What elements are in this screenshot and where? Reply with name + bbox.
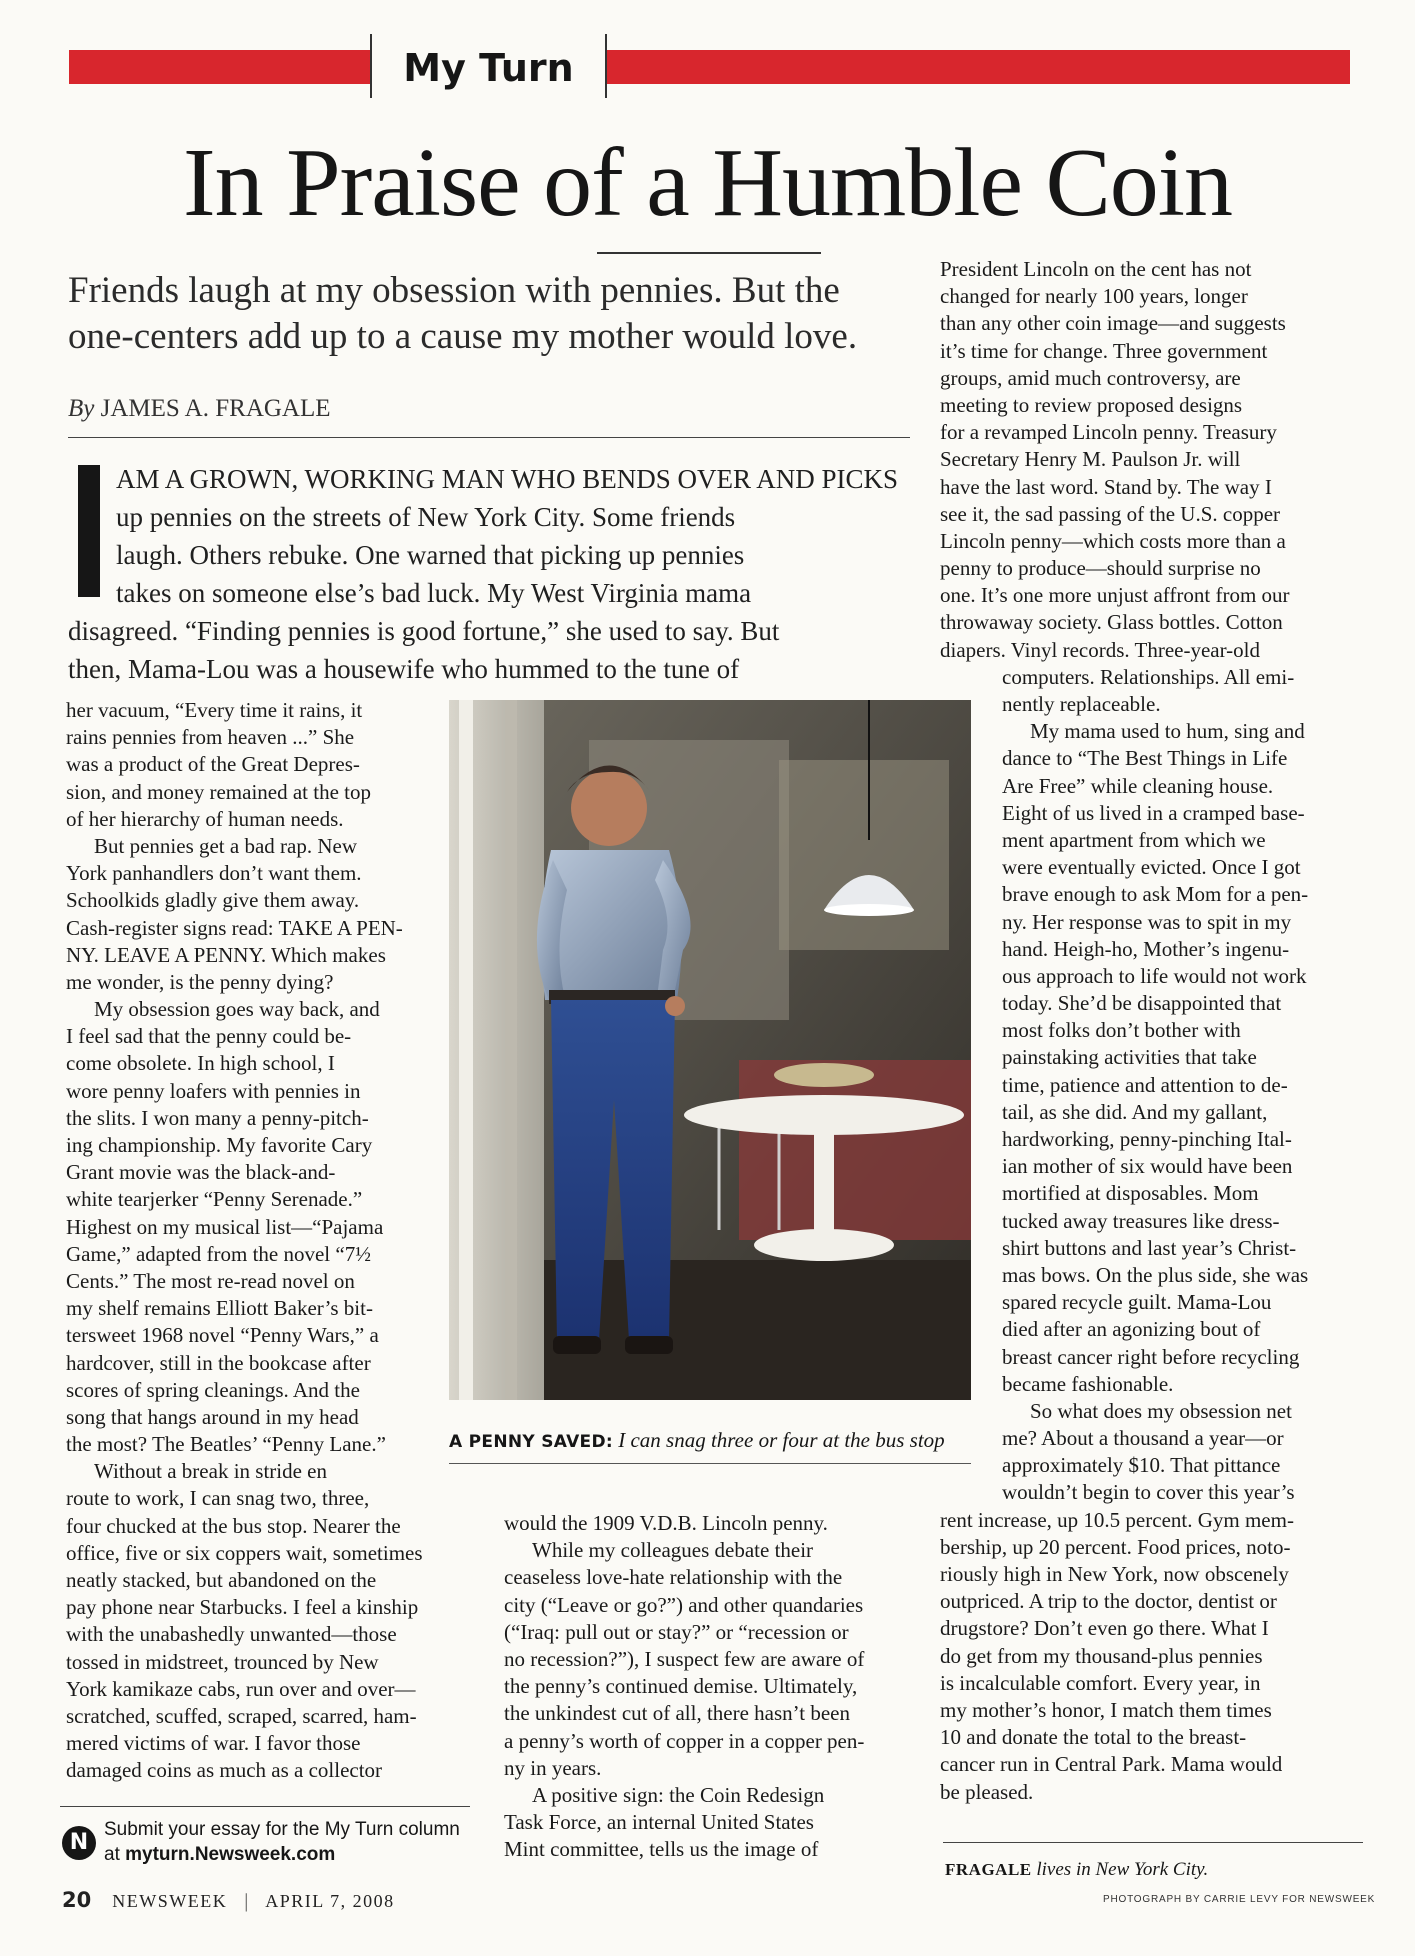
folio: [62, 1887, 395, 1914]
col3-line: rent increase, up 10.5 percent. Gym mem-: [940, 1507, 1294, 1532]
lead-line: disagreed. “Finding pennies is good fortune,” she used to say. But: [68, 616, 780, 646]
lead-line: AM A GROWN, WORKING MAN WHO BENDS OVER AND PICKS: [116, 464, 899, 494]
col3-line: most folks don’t bother with: [1002, 1018, 1241, 1043]
col3-line: do get from my thousand-plus pennies: [940, 1643, 1263, 1668]
lead-line: up pennies on the streets of New York City. Some friends: [116, 502, 736, 532]
section-bar-left: [69, 50, 371, 84]
col3-line: were eventually evicted. Once I got: [1002, 855, 1301, 880]
byline-prefix: By: [68, 395, 95, 422]
col3-line: for a revamped Lincoln penny. Treasury: [940, 420, 1277, 445]
col3-line: became fashionable.: [1002, 1371, 1174, 1396]
col3-line: ny. Her response was to spit in my: [1002, 909, 1292, 934]
col2-line: a penny’s worth of copper in a copper pen-: [504, 1728, 865, 1753]
col1-line: My obsession goes way back, and: [94, 997, 380, 1022]
col1-line: ing championship. My favorite Cary: [66, 1133, 373, 1157]
col3-line: cancer run in Central Park. Mama would: [940, 1752, 1283, 1777]
col3-line: Lincoln penny—which costs more than a: [940, 528, 1286, 553]
col1-line: Grant movie was the black-and-: [66, 1160, 336, 1185]
col1-line: York panhandlers don’t want them.: [66, 861, 362, 886]
column-3: [940, 256, 1365, 1806]
col1-line: tossed in midstreet, trounced by New: [66, 1649, 379, 1674]
col1-line: her vacuum, “Every time it rains, it: [66, 698, 363, 722]
bio-text: lives in New York City.: [1036, 1859, 1209, 1880]
col3-line: ment apartment from which we: [1002, 827, 1266, 852]
photo-credit: PHOTOGRAPH BY CARRIE LEVY FOR NEWSWEEK: [1103, 1894, 1376, 1905]
col1-line: my shelf remains Elliott Baker’s bit-: [66, 1296, 373, 1321]
portrait-photo-illustration: [449, 700, 971, 1400]
byline: [68, 393, 918, 425]
col3-line: spared recycle guilt. Mama-Lou: [1002, 1290, 1272, 1315]
col3-line: computers. Relationships. All emi-: [1002, 664, 1295, 689]
col2-line: city (“Leave or go?”) and other quandaries: [504, 1592, 864, 1617]
cta-rule: [60, 1806, 470, 1807]
col3-line: tail, as she did. And my gallant,: [1002, 1099, 1268, 1124]
byline-author: JAMES A. FRAGALE: [100, 395, 331, 422]
col1-line: pay phone near Starbucks. I feel a kinship: [66, 1595, 419, 1620]
drop-cap: [78, 465, 100, 597]
col3-line: meeting to review proposed designs: [940, 392, 1243, 417]
col1-line: route to work, I can snag two, three,: [66, 1486, 370, 1511]
col3-line: President Lincoln on the cent has not: [940, 257, 1252, 281]
col3-line: it’s time for change. Three government: [940, 338, 1268, 363]
col3-line: ian mother of six would have been: [1002, 1154, 1293, 1179]
col1-line: white tearjerker “Penny Serenade.”: [66, 1187, 363, 1212]
col1-line: Without a break in stride en: [94, 1459, 327, 1484]
col3-line: mortified at disposables. Mom: [1002, 1181, 1259, 1206]
col1-line: of her hierarchy of human needs.: [66, 806, 344, 831]
col3-line: breast cancer right before recycling: [1002, 1344, 1300, 1369]
col3-line: bership, up 20 percent. Food prices, noto-: [940, 1534, 1291, 1559]
col3-line: mas bows. On the plus side, she was: [1002, 1262, 1309, 1287]
folio-separator: |: [244, 1890, 249, 1912]
col3-line: my mother’s honor, I match them times: [940, 1697, 1272, 1722]
caption-label: A PENNY SAVED:: [449, 1432, 613, 1452]
photo-caption: [449, 1427, 979, 1455]
cta-prefix: at: [104, 1844, 120, 1865]
col3-line: than any other coin image—and suggests: [940, 311, 1286, 336]
col3-line: have the last word. Stand by. The way I: [940, 474, 1272, 499]
section-label: My Turn: [403, 46, 574, 90]
col1-line: tersweet 1968 novel “Penny Wars,” a: [66, 1323, 379, 1348]
col3-line: me? About a thousand a year—or: [1002, 1426, 1284, 1451]
col1-line: the slits. I won many a penny-pitch-: [66, 1105, 369, 1130]
lead-line: takes on someone else’s bad luck. My West Virginia mama: [116, 578, 752, 608]
col3-line: dance to “The Best Things in Life: [1002, 746, 1288, 771]
col3-line: drugstore? Don’t even go there. What I: [940, 1616, 1269, 1641]
col2-line: would the 1909 V.D.B. Lincoln penny.: [504, 1511, 828, 1535]
lead-paragraph: [68, 460, 918, 688]
col1-line: Cents.” The most re-read novel on: [66, 1268, 355, 1293]
col1-line: damaged coins as much as a collector: [66, 1758, 383, 1783]
col3-line: is incalculable comfort. Every year, in: [940, 1670, 1261, 1695]
col3-line: shirt buttons and last year’s Christ-: [1002, 1235, 1297, 1260]
issue-date: APRIL 7, 2008: [265, 1891, 395, 1911]
col1-line: But pennies get a bad rap. New: [94, 833, 358, 858]
col2-line: Task Force, an internal United States: [504, 1810, 814, 1835]
col2-line: the unkindest cut of all, there hasn’t been: [504, 1701, 851, 1726]
col3-line: changed for nearly 100 years, longer: [940, 284, 1248, 309]
col2-line: Mint committee, tells us the image of: [504, 1837, 819, 1862]
col3-line: be pleased.: [940, 1779, 1034, 1804]
caption-rule: [449, 1463, 971, 1464]
col3-line: Are Free” while cleaning house.: [1002, 773, 1274, 798]
essay-submission-note: [104, 1817, 474, 1867]
deck-line: one-centers add up to a cause my mother would love.: [68, 316, 858, 357]
col3-line: time, patience and attention to de-: [1002, 1072, 1288, 1097]
section-bar-right: [606, 50, 1350, 84]
col3-line: brave enough to ask Mom for a pen-: [1002, 882, 1309, 907]
newsweek-logo-icon: N: [62, 1826, 96, 1860]
col1-line: sion, and money remained at the top: [66, 779, 372, 804]
col3-line: ous approach to life would not work: [1002, 963, 1307, 988]
author-bio: [945, 1858, 1208, 1882]
col3-line: throwaway society. Glass bottles. Cotton: [940, 610, 1283, 635]
col3-line: groups, amid much controversy, are: [940, 365, 1241, 390]
col3-line: wouldn’t begin to cover this year’s: [1002, 1480, 1295, 1505]
col3-line: hand. Heigh-ho, Mother’s ingenu-: [1002, 936, 1290, 961]
col1-line: me wonder, is the penny dying?: [66, 969, 334, 994]
col3-line: nently replaceable.: [1002, 692, 1161, 716]
col1-line: Cash-register signs read: TAKE A PEN-: [66, 915, 403, 940]
col1-line: come obsolete. In high school, I: [66, 1051, 335, 1076]
col1-line: scores of spring cleanings. And the: [66, 1377, 360, 1402]
publication-name: NEWSWEEK: [112, 1891, 228, 1911]
col3-line: today. She’d be disappointed that: [1002, 991, 1282, 1016]
col2-line: no recession?”), I suspect few are aware of: [504, 1646, 865, 1671]
bio-rule: [943, 1842, 1363, 1843]
col1-line: wore penny loafers with pennies in: [66, 1078, 361, 1103]
col1-line: York kamikaze cabs, run over and over—: [66, 1676, 416, 1701]
deck-line: Friends laugh at my obsession with pennies. But the: [68, 270, 840, 311]
cta-text: Submit your essay for the My Turn column: [104, 1819, 460, 1840]
col1-line: office, five or six coppers wait, sometimes: [66, 1540, 423, 1565]
col1-line: neatly stacked, but abandoned on the: [66, 1568, 377, 1592]
col3-line: died after an agonizing bout of: [1002, 1317, 1261, 1342]
col3-line: one. It’s one more unjust affront from our: [940, 583, 1290, 608]
headline-rule: [597, 252, 821, 254]
byline-rule: [68, 437, 910, 438]
caption-text: I can snag three or four at the bus stop: [618, 1428, 945, 1452]
column-1: [66, 697, 446, 1785]
headline: In Praise of a Humble Coin: [182, 129, 1233, 237]
col1-line: song that hangs around in my head: [66, 1404, 359, 1429]
col3-line: So what does my obsession net: [1030, 1398, 1292, 1423]
col2-line: While my colleagues debate their: [532, 1538, 814, 1563]
col1-line: rains pennies from heaven ...” She: [66, 725, 355, 750]
col1-line: Highest on my musical list—“Pajama: [66, 1214, 384, 1239]
portrait-photo: [449, 700, 971, 1400]
col1-line: with the unabashedly unwanted—those: [66, 1622, 397, 1647]
page-number: 20: [62, 1888, 92, 1912]
col3-line: 10 and donate the total to the breast-: [940, 1725, 1247, 1750]
col1-line: mered victims of war. I favor those: [66, 1731, 361, 1756]
col1-line: was a product of the Great Depres-: [66, 752, 360, 777]
col3-line: approximately $10. That pittance: [1002, 1453, 1281, 1478]
col3-line: diapers. Vinyl records. Three-year-old: [940, 637, 1261, 662]
lead-line: laugh. Others rebuke. One warned that picking up pennies: [116, 540, 745, 570]
col3-line: tucked away treasures like dress-: [1002, 1208, 1280, 1233]
cta-url-link[interactable]: myturn.Newsweek.com: [125, 1844, 336, 1865]
col1-line: scratched, scuffed, scraped, scarred, ham-: [66, 1703, 417, 1728]
col2-line: A positive sign: the Coin Redesign: [532, 1782, 825, 1807]
col3-line: hardworking, penny-pinching Ital-: [1002, 1127, 1292, 1151]
col2-line: ceaseless love-hate relationship with the: [504, 1565, 843, 1590]
col3-line: see it, the sad passing of the U.S. copper: [940, 501, 1281, 526]
col2-line: ny in years.: [504, 1755, 602, 1780]
col2-line: the penny’s continued demise. Ultimately,: [504, 1674, 858, 1699]
col1-line: Schoolkids gladly give them away.: [66, 888, 360, 913]
col1-line: hardcover, still in the bookcase after: [66, 1350, 371, 1375]
col1-line: I feel sad that the penny could be-: [66, 1024, 352, 1049]
col3-line: outpriced. A trip to the doctor, dentist or: [940, 1589, 1277, 1614]
col3-line: Secretary Henry M. Paulson Jr. will: [940, 447, 1241, 472]
column-2: [504, 1510, 924, 1863]
bio-name: FRAGALE: [945, 1860, 1032, 1879]
col2-line: (“Iraq: pull out or stay?” or “recession or: [504, 1619, 849, 1644]
deck: [68, 268, 918, 360]
col3-line: penny to produce—should surprise no: [940, 556, 1261, 581]
col1-line: four chucked at the bus stop. Nearer the: [66, 1513, 401, 1538]
col1-line: the most? The Beatles’ “Penny Lane.”: [66, 1432, 386, 1457]
col3-line: painstaking activities that take: [1002, 1045, 1257, 1070]
col1-line: Game,” adapted from the novel “7½: [66, 1241, 371, 1266]
col3-line: riously high in New York, now obscenely: [940, 1562, 1289, 1586]
col1-line: NY. LEAVE A PENNY. Which makes: [66, 942, 386, 967]
lead-line: then, Mama-Lou was a housewife who hummed to the tune of: [68, 654, 740, 684]
col3-line: My mama used to hum, sing and: [1030, 719, 1305, 744]
col3-line: Eight of us lived in a cramped base-: [1002, 800, 1305, 825]
